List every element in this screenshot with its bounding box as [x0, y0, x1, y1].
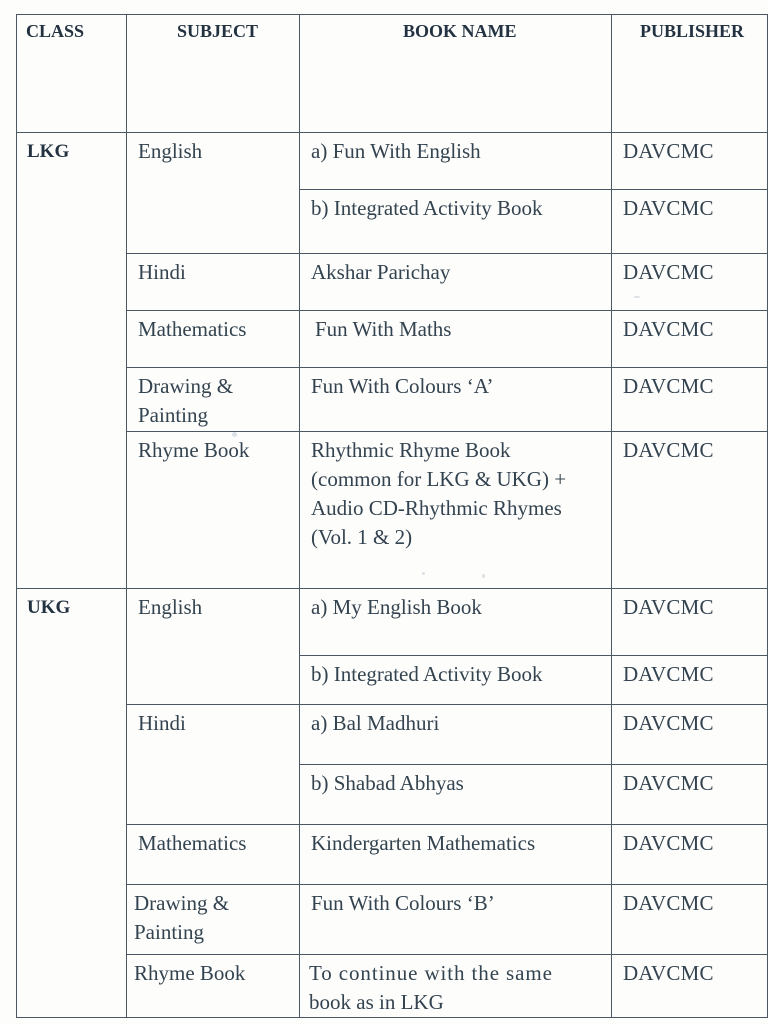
book-label: [300, 955, 611, 1017]
book-cell: [300, 705, 612, 765]
publisher-cell: [612, 955, 768, 1018]
book-label: Fun With Colours ‘B’: [311, 891, 495, 915]
subject-label: Rhyme Book: [138, 438, 250, 462]
book-label: Fun With Colours ‘A’: [311, 374, 494, 398]
publisher-cell: [612, 368, 768, 432]
class-label: UKG: [27, 597, 71, 618]
header-subject-label: SUBJECT: [177, 21, 259, 41]
header-publisher: [612, 15, 768, 133]
table-row: [17, 368, 768, 432]
subject-cell: [127, 311, 300, 368]
book-line: Rhythmic Rhyme Book: [311, 438, 511, 462]
subject-label: Mathematics: [138, 317, 247, 341]
subject-label: Hindi: [138, 260, 186, 284]
subject-line: Painting: [138, 403, 209, 427]
subject-line: Drawing &: [134, 891, 230, 915]
publisher-cell: [612, 885, 768, 955]
table-row: [17, 589, 768, 656]
book-cell: [300, 825, 612, 885]
table-row: [17, 955, 768, 1018]
publisher-label: DAVCMC: [623, 595, 714, 619]
subject-cell: [127, 705, 300, 825]
book-label: [300, 432, 611, 552]
book-label: a) Fun With English: [311, 139, 481, 163]
book-line: (common for LKG & UKG) +: [311, 467, 567, 491]
subject-label: English: [138, 595, 203, 619]
book-list-table: [16, 14, 768, 1018]
table-row: [17, 432, 768, 589]
subject-label: Hindi: [138, 711, 186, 735]
publisher-label: DAVCMC: [623, 260, 714, 284]
book-line: book as in LKG: [309, 990, 444, 1014]
book-line: Audio CD-Rhythmic Rhymes: [311, 496, 562, 520]
book-line: To continue with the same: [309, 961, 553, 985]
subject-line: Drawing &: [138, 374, 234, 398]
table-row: [17, 311, 768, 368]
publisher-label: DAVCMC: [623, 961, 714, 985]
scan-speck: [482, 574, 485, 578]
header-book-name: [300, 15, 612, 133]
book-cell: [300, 133, 612, 190]
book-label: Akshar Parichay: [311, 260, 451, 284]
scan-speck: [422, 572, 425, 575]
subject-cell: [127, 254, 300, 311]
publisher-label: DAVCMC: [623, 317, 714, 341]
subject-label: [127, 885, 299, 947]
publisher-cell: [612, 589, 768, 656]
book-label: a) Bal Madhuri: [311, 711, 440, 735]
class-cell-lkg: [17, 133, 127, 589]
table-row: [17, 133, 768, 190]
table-row: [17, 705, 768, 765]
book-cell: [300, 955, 612, 1018]
book-label: b) Integrated Activity Book: [311, 662, 543, 686]
publisher-cell: [612, 133, 768, 190]
header-publisher-label: PUBLISHER: [640, 21, 745, 41]
book-cell: [300, 432, 612, 589]
subject-cell: [127, 432, 300, 589]
subject-cell: [127, 589, 300, 705]
header-row: [17, 15, 768, 133]
table-row: [17, 825, 768, 885]
table-row: [17, 254, 768, 311]
subject-cell: [127, 955, 300, 1018]
book-label: b) Shabad Abhyas: [311, 771, 464, 795]
subject-cell: [127, 825, 300, 885]
book-cell: [300, 656, 612, 705]
header-class-label: CLASS: [26, 21, 85, 41]
subject-line: Painting: [134, 920, 205, 944]
header-class: [17, 15, 127, 133]
subject-cell: [127, 133, 300, 254]
publisher-label: DAVCMC: [623, 831, 714, 855]
publisher-cell: [612, 311, 768, 368]
publisher-cell: [612, 432, 768, 589]
publisher-label: DAVCMC: [623, 438, 714, 462]
publisher-cell: [612, 254, 768, 311]
publisher-cell: [612, 825, 768, 885]
header-book-label: BOOK NAME: [403, 21, 517, 41]
class-label: LKG: [27, 141, 70, 162]
book-cell: [300, 765, 612, 825]
book-cell: [300, 885, 612, 955]
publisher-label: DAVCMC: [623, 139, 714, 163]
publisher-cell: [612, 190, 768, 254]
book-label: Kindergarten Mathematics: [311, 831, 536, 855]
table-row: [17, 885, 768, 955]
book-label: b) Integrated Activity Book: [311, 196, 543, 220]
subject-label: Mathematics: [138, 831, 247, 855]
publisher-cell: [612, 765, 768, 825]
publisher-label: DAVCMC: [623, 711, 714, 735]
publisher-label: DAVCMC: [623, 771, 714, 795]
scan-speck: [232, 432, 237, 437]
book-cell: [300, 254, 612, 311]
subject-cell: [127, 368, 300, 432]
subject-cell: [127, 885, 300, 955]
book-cell: [300, 368, 612, 432]
publisher-label: DAVCMC: [623, 662, 714, 686]
subject-label: English: [138, 139, 203, 163]
book-label: Fun With Maths: [315, 317, 452, 341]
subject-label: Rhyme Book: [134, 961, 246, 985]
publisher-label: DAVCMC: [623, 374, 714, 398]
book-cell: [300, 589, 612, 656]
subject-label: [127, 368, 299, 430]
book-cell: [300, 311, 612, 368]
header-subject: [127, 15, 300, 133]
book-cell: [300, 190, 612, 254]
book-label: a) My English Book: [311, 595, 482, 619]
scan-speck: [634, 296, 640, 298]
publisher-cell: [612, 656, 768, 705]
publisher-label: DAVCMC: [623, 891, 714, 915]
publisher-cell: [612, 705, 768, 765]
class-cell-ukg: [17, 589, 127, 1018]
book-line: (Vol. 1 & 2): [311, 525, 413, 549]
publisher-label: DAVCMC: [623, 196, 714, 220]
